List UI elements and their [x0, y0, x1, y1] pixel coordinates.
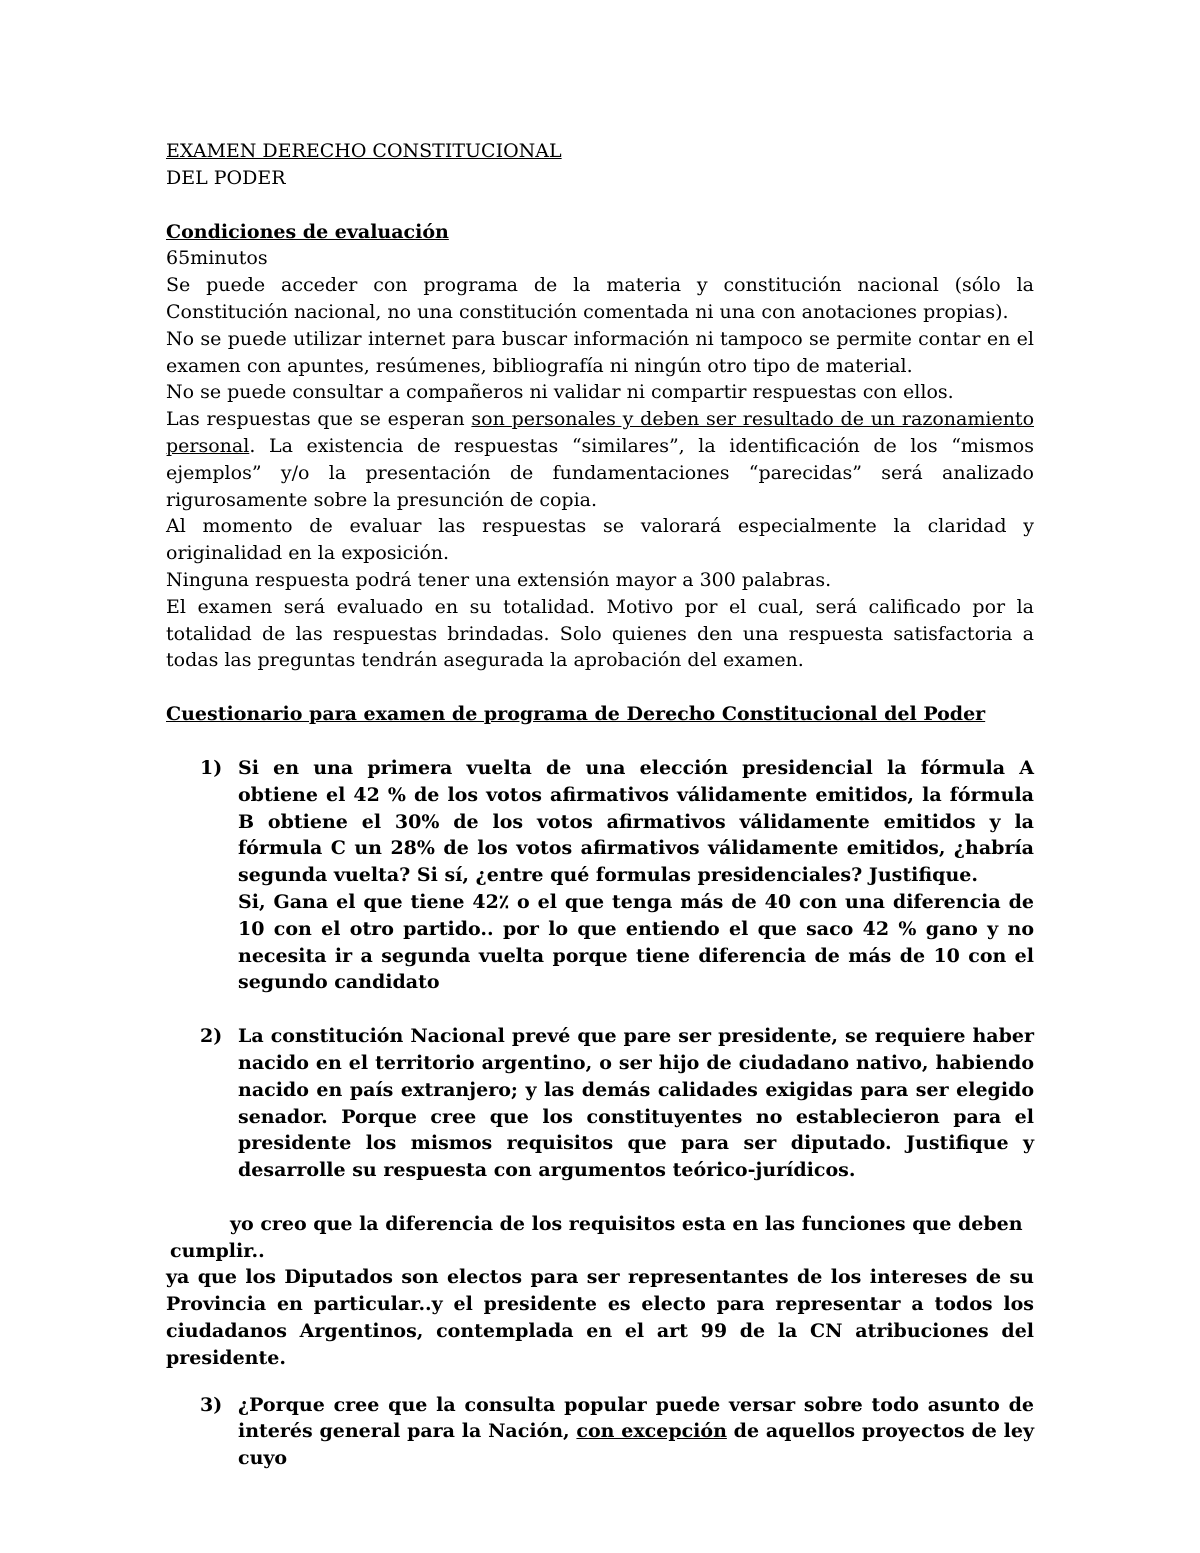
question-number: 1): [200, 756, 223, 779]
question-1: [166, 755, 1034, 996]
question-2: [166, 1023, 1034, 1184]
exam-document: [166, 138, 1034, 1472]
answer-text: ya que los Diputados son electos para ser representantes de los intereses de su Provincia en particular..y el presidente es electo para representar a todos los ciudadanos Argentinos, contemplada en el art 99 de la CN atribuciones del presidente.: [166, 1266, 1034, 1369]
question-text-part: ¿Porque cree que la consulta popular puede versar sobre todo asunto de interés general para la Nación,: [238, 1393, 1034, 1443]
document-title: [166, 138, 1034, 192]
conditions-section: [166, 219, 1034, 675]
conditions-paragraph: Se puede acceder con programa de la materia y constitución nacional (sólo la Constitución nacional, no una constitución comentada ni una con anotaciones propias).: [166, 274, 1034, 323]
conditions-paragraph: Ninguna respuesta podrá tener una extensión mayor a 300 palabras.: [166, 568, 832, 591]
answer-text: Si, Gana el que tiene 42٪ o el que tenga más de 40 con una diferencia de 10 con el otro partido.. por lo que entiendo el que saco 42 % gano y no necesita ir a segunda vuelta porque tiene diferencia de más de 10 con el segundo candidato: [238, 890, 1034, 994]
questionnaire-heading: Cuestionario para examen de programa de Derecho Constitucional del Poder: [166, 703, 986, 726]
conditions-paragraph: El examen será evaluado en su totalidad. Motivo por el cual, será calificado por la totalidad de las respuestas brindadas. Solo quienes den una respuesta satisfactoria a todas las preguntas tendrán asegurada la aprobación del examen.: [166, 595, 1034, 672]
question-text: Si en una primera vuelta de una elección presidencial la fórmula A obtiene el 42 % de los votos afirmativos válidamente emitidos, la fórmula B obtiene el 30% de los votos afirmativos válidamente emitidos y la fórmula C un 28% de los votos afirmativos válidamente emitidos, ¿habría segunda vuelta? Si sí, ¿entre qué formulas presidenciales? Justifique.: [238, 756, 1034, 887]
conditions-paragraph: No se puede consultar a compañeros ni validar ni compartir respuestas con ellos.: [166, 381, 954, 404]
conditions-duration: 65minutos: [166, 247, 268, 270]
question-number: 2): [200, 1025, 223, 1048]
underlined-text: son personales y deben ser resultado de un razonamiento personal: [166, 408, 1035, 457]
answer-2: [166, 1211, 1034, 1372]
question-text: [238, 1392, 1034, 1472]
underlined-text: con excepción: [576, 1420, 727, 1443]
title-line-1: [166, 138, 1034, 165]
conditions-paragraph: No se puede utilizar internet para buscar información ni tampoco se permite contar en el examen con apuntes, resúmenes, bibliografía ni ningún otro tipo de material.: [166, 327, 1034, 377]
question-3: [166, 1392, 1034, 1472]
question-text-part: de aquellos proyectos de ley cuyo: [238, 1420, 1034, 1470]
conditions-paragraph: [166, 406, 1034, 513]
conditions-paragraph: Al momento de evaluar las respuestas se valorará especialmente la claridad y originalidad en la exposición.: [166, 515, 1034, 565]
conditions-text: Las respuestas que se esperan: [166, 408, 472, 431]
conditions-text: . La existencia de respuestas “similares”, la identificación de los “mismos ejemplos” y/o la presentación de fundamentaciones “parecidas” será analizado rigurosamente sobre la presunción de copia.: [166, 434, 1034, 511]
conditions-heading: Condiciones de evaluación: [166, 220, 449, 243]
title-line-2: DEL PODER: [166, 166, 286, 189]
question-number: 3): [200, 1393, 223, 1416]
question-text: La constitución Nacional prevé que pare ser presidente, se requiere haber nacido en el territorio argentino, o ser hijo de ciudadano nativo, habiendo nacido en país extranjero; y las demás calidades exigidas para ser elegido senador. Porque cree que los constituyentes no establecieron para el presidente los mismos requisitos que para ser diputado. Justifique y desarrolle su respuesta con argumentos teórico-jurídicos.: [238, 1025, 1034, 1182]
answer-line: yo creo que la diferencia de los requisitos esta en las funciones que deben: [230, 1212, 1023, 1235]
answer-line: cumplir..: [170, 1239, 265, 1262]
title-line-1-text: EXAMEN DERECHO CONSTITUCIONAL: [166, 140, 562, 162]
